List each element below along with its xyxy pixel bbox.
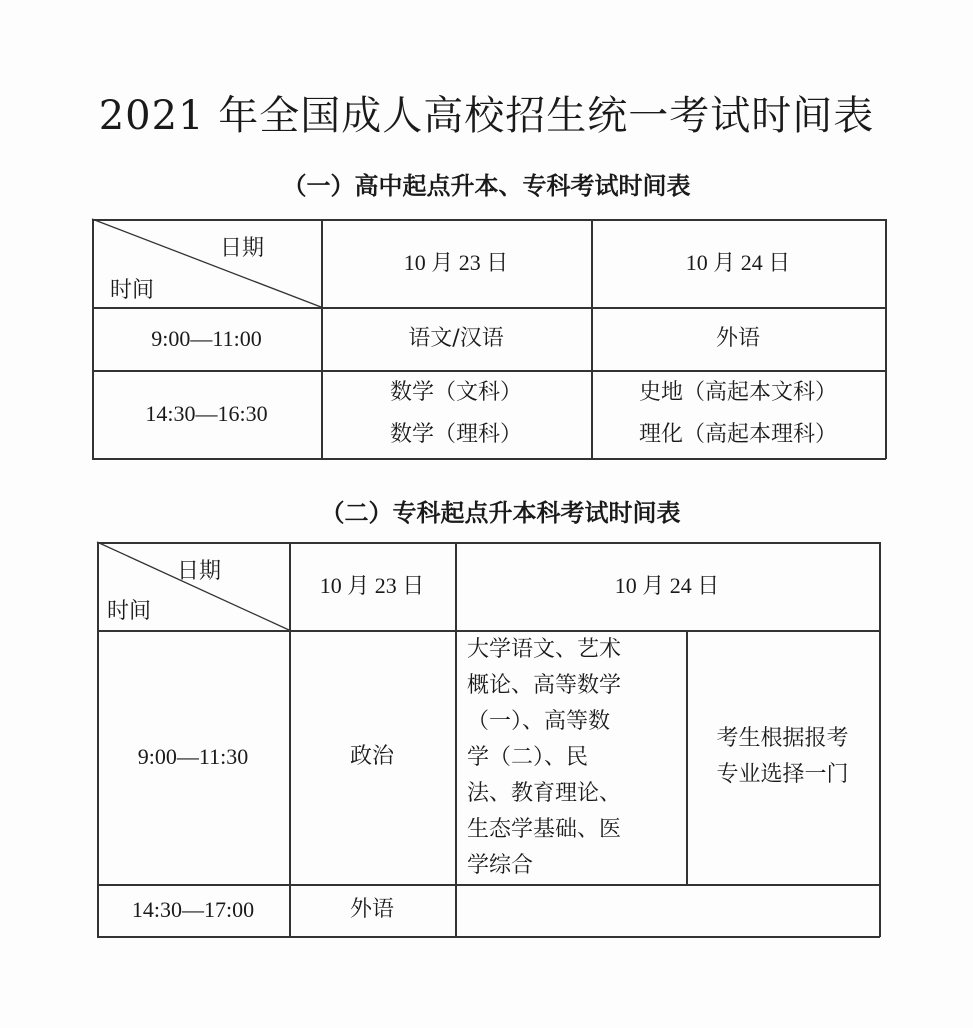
table1-header-time-label: 时间 [110, 278, 155, 303]
table2-header-time-label: 时间 [107, 599, 152, 624]
table1-border-bottom [92, 458, 886, 460]
table1-row2-day1: 数学（文科） 数学（理科） [389, 380, 522, 447]
table2-header-date-label: 日期 [177, 559, 222, 584]
table1-border-right [885, 219, 887, 459]
table2-date-oct24: 10 月 24 日 [614, 573, 720, 599]
table2-row1-time: 9:00—11:30 [137, 744, 249, 770]
table2-border-bottom [97, 936, 880, 938]
table2-subtitle: （二）专科起点升本科考试时间表 [320, 499, 681, 527]
table1-row2-time: 14:30—16:30 [145, 401, 268, 427]
table1-row1-day2: 外语 [715, 325, 760, 351]
table2-row1-day1: 政治 [349, 744, 394, 770]
table1-subtitle: （一）高中起点升本、专科考试时间表 [282, 172, 691, 200]
table2-date-oct23: 10 月 23 日 [319, 573, 425, 599]
table1-date-oct24: 10 月 24 日 [685, 250, 791, 276]
table2 [97, 542, 880, 937]
table2-row2-time: 14:30—17:00 [131, 897, 255, 923]
table2-row2-day1: 外语 [349, 897, 394, 923]
table1-date-oct23: 10 月 23 日 [403, 250, 509, 276]
table2-row1-day2-subjects: 大学语文、艺术 概论、高等数学 （一）、高等数 学（二）、民 法、教育理论、 生态学基础、医 学综合 [467, 637, 622, 878]
table2-row1-day2-note: 考生根据报考 专业选择一门 [716, 726, 849, 787]
table1-row2-day2: 史地（高起本文科） 理化（高起本理科） [638, 380, 837, 447]
table1-row1-time: 9:00—11:00 [151, 325, 262, 351]
table1 [92, 219, 886, 459]
table2-row2-day2 [455, 884, 879, 936]
table2-border-right [879, 542, 881, 937]
page-title: 2021 年全国成人高校招生统一考试时间表 [98, 93, 875, 139]
table1-row1-day1: 语文/汉语 [408, 325, 504, 351]
table1-header-date-label: 日期 [220, 236, 265, 261]
